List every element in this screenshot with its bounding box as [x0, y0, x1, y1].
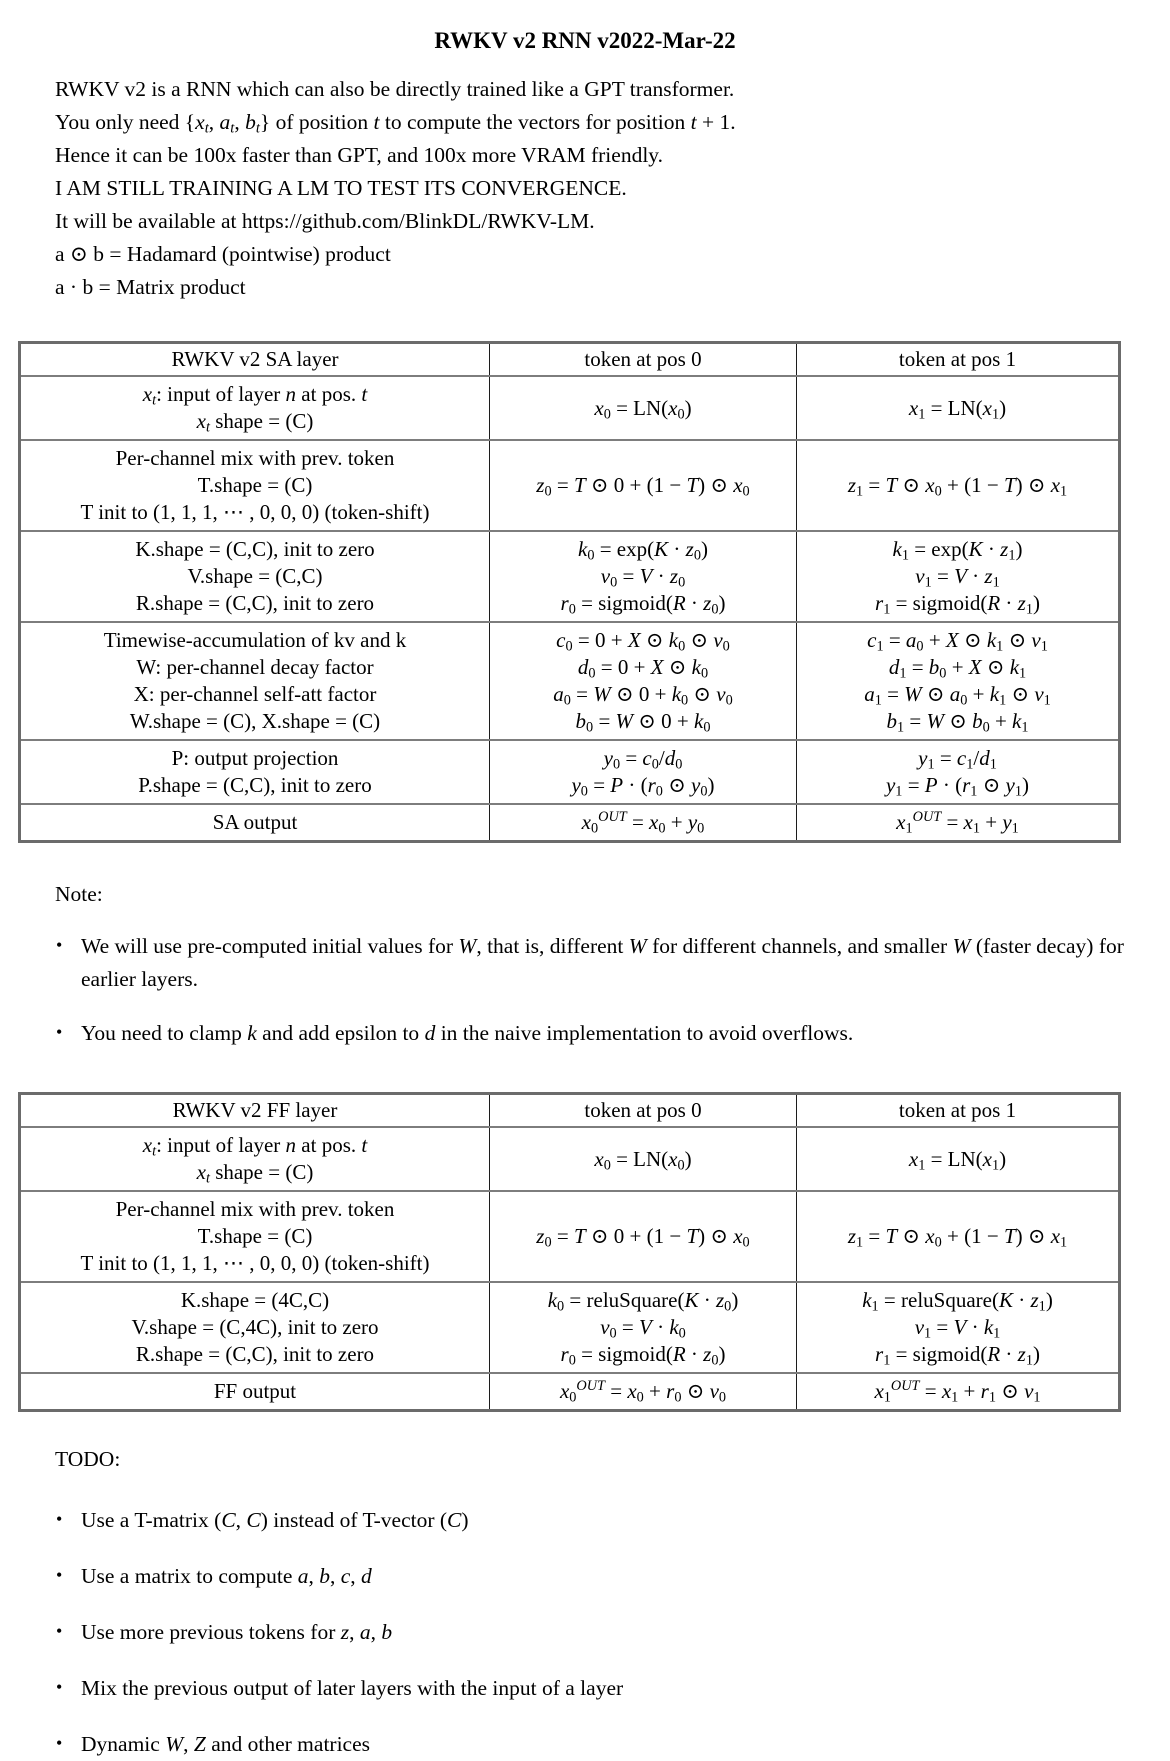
table-row [20, 804, 1120, 842]
row-label-cell: Per-channel mix with prev. token T.shape = (C) T init to (1, 1, 1, ⋯ , 0, 0, 0) (token-shift) [20, 440, 490, 531]
table-row [20, 1127, 1120, 1191]
row-label-cell: $x_t$: input of layer n at pos. t $x_t$ shape = (C) [20, 1127, 490, 1191]
bullet-text: Dynamic W, Z and other matrices [81, 1732, 370, 1756]
note-heading: Note: [55, 882, 103, 906]
bullet-text: Use a T-matrix (C, C) instead of T-vector (C) [81, 1508, 469, 1532]
table-row [20, 740, 1120, 804]
intro-paragraph [55, 73, 1140, 304]
formula-cell-pos1: $x_1 = LN(x_1)$ [797, 376, 1120, 440]
table-header-row [20, 1094, 1120, 1128]
note-section [55, 881, 1170, 1050]
formula-cell-pos1: $z_1 = T$ ⊙ $x_0 + (1 - T)$ ⊙ $x_1$ [797, 440, 1120, 531]
formula-cell-pos0: $z_0 = T$ ⊙ 0 + (1 − T) ⊙ $x_0$ [490, 440, 797, 531]
table-row [20, 1191, 1120, 1282]
bullet-icon: • [56, 1677, 63, 1697]
bullet-icon: • [56, 935, 63, 955]
table-row [20, 531, 1120, 622]
bullet-icon: • [56, 1733, 63, 1753]
bullet-text: We will use pre-computed initial values for W, that is, different W for different channels, and smaller W (faster decay) for earlier layers. [81, 934, 1124, 991]
column-header: token at pos 0 [490, 343, 797, 377]
row-label-cell: SA output [20, 804, 490, 842]
todo-list [55, 1504, 1130, 1761]
table-row [20, 622, 1120, 740]
formula-cell-pos1: $z_1 = T$ ⊙ $x_0 + (1 - T)$ ⊙ $x_1$ [797, 1191, 1120, 1282]
text-line: Hence it can be 100x faster than GPT, and 100x more VRAM friendly. [55, 143, 664, 167]
table-header-row [20, 343, 1120, 377]
text-line: a · b = Matrix product [55, 275, 246, 299]
text-line: I AM STILL TRAINING A LM TO TEST ITS CONVERGENCE. [55, 176, 627, 200]
table-row [20, 1282, 1120, 1373]
formula-cell-pos0: $x_0^{OUT} = x_0 + y_0$ [490, 804, 797, 842]
bullet-icon: • [56, 1621, 63, 1641]
formula-cell-pos1: $x_1^{OUT} = x_1 + y_1$ [797, 804, 1120, 842]
formula-cell-pos1: $x_1 = LN(x_1)$ [797, 1127, 1120, 1191]
table-row [20, 440, 1120, 531]
row-label-cell: Timewise-accumulation of kv and k W: per-channel decay factor X: per-channel self-att factor W.shape = (C), X.shape = (C) [20, 622, 490, 740]
formula-cell-pos1: $x_1^{OUT} = x_1 + r_1$ ⊙ $v_1$ [797, 1373, 1120, 1411]
formula-cell-pos0: $x_0 = LN(x_0)$ [490, 1127, 797, 1191]
todo-heading: TODO: [55, 1447, 121, 1471]
formula-cell-pos1: $k_1$ = reluSquare(K · $z_1$) $v_1 = V \cdot k_1$ $r_1$ = sigmoid(R · $z_1$) [797, 1282, 1120, 1373]
formula-cell-pos0: $z_0 = T$ ⊙ 0 + (1 − T) ⊙ $x_0$ [490, 1191, 797, 1282]
column-header: token at pos 0 [490, 1094, 797, 1128]
bullet-icon: • [56, 1022, 63, 1042]
todo-section [55, 1446, 1170, 1761]
formula-cell-pos0: $k_0 = \exp(K \cdot z_0)$ $v_0 = V \cdot z_0$ $r_0$ = sigmoid(R · $z_0$) [490, 531, 797, 622]
bullet-item [55, 1728, 1130, 1761]
formula-cell-pos0: $y_0 = c_0/d_0$ $y_0 = P \cdot (r_0$ ⊙ $y_0$) [490, 740, 797, 804]
text-line: You only need {$x_t$, $a_t$, $b_t$} of position t to compute the vectors for position t + 1. [55, 110, 736, 137]
bullet-item [55, 1017, 1130, 1050]
bullet-item [55, 1560, 1130, 1593]
text-line: It will be available at https://github.com/BlinkDL/RWKV-LM. [55, 209, 595, 233]
bullet-text: Mix the previous output of later layers with the input of a layer [81, 1676, 624, 1700]
page-title: RWKV v2 RNN v2022-Mar-22 [434, 28, 736, 53]
bullet-text: Use more previous tokens for z, a, b [81, 1620, 393, 1644]
formula-cell-pos0: $c_0 = 0 + X$ ⊙ $k_0$ ⊙ $v_0$ $d_0 = 0 + X$ ⊙ $k_0$ $a_0 = W$ ⊙ $0 + k_0$ ⊙ $v_0$ $b_0 = W$ ⊙ $0 + k_0$ [490, 622, 797, 740]
row-label-cell: K.shape = (4C,C) V.shape = (C,4C), init to zero R.shape = (C,C), init to zero [20, 1282, 490, 1373]
ff-layer-table [18, 1092, 1121, 1412]
column-header: RWKV v2 SA layer [20, 343, 490, 377]
note-list [55, 930, 1130, 1050]
formula-cell-pos0: $x_0 = LN(x_0)$ [490, 376, 797, 440]
formula-cell-pos1: $y_1 = c_1/d_1$ $y_1 = P \cdot (r_1$ ⊙ $y_1$) [797, 740, 1120, 804]
row-label-cell: Per-channel mix with prev. token T.shape = (C) T init to (1, 1, 1, ⋯ , 0, 0, 0) (token-shift) [20, 1191, 490, 1282]
text-line: RWKV v2 is a RNN which can also be directly trained like a GPT transformer. [55, 77, 735, 101]
bullet-item [55, 1672, 1130, 1705]
table-row [20, 376, 1120, 440]
row-label-cell: K.shape = (C,C), init to zero V.shape = (C,C) R.shape = (C,C), init to zero [20, 531, 490, 622]
bullet-item [55, 1504, 1130, 1537]
formula-cell-pos0: $x_0^{OUT} = x_0 + r_0$ ⊙ $v_0$ [490, 1373, 797, 1411]
text-line: a ⊙ b = Hadamard (pointwise) product [55, 242, 391, 266]
row-label-cell: FF output [20, 1373, 490, 1411]
bullet-icon: • [56, 1565, 63, 1585]
bullet-item [55, 1616, 1130, 1649]
bullet-icon: • [56, 1509, 63, 1529]
sa-layer-table [18, 341, 1121, 843]
formula-cell-pos0: $k_0$ = reluSquare(K · $z_0$) $v_0 = V \cdot k_0$ $r_0$ = sigmoid(R · $z_0$) [490, 1282, 797, 1373]
bullet-text: Use a matrix to compute a, b, c, d [81, 1564, 372, 1588]
column-header: token at pos 1 [797, 1094, 1120, 1128]
column-header: RWKV v2 FF layer [20, 1094, 490, 1128]
row-label-cell: P: output projection P.shape = (C,C), init to zero [20, 740, 490, 804]
row-label-cell: $x_t$: input of layer n at pos. t $x_t$ shape = (C) [20, 376, 490, 440]
bullet-text: You need to clamp k and add epsilon to d in the naive implementation to avoid overflows. [81, 1021, 854, 1045]
table-row [20, 1373, 1120, 1411]
column-header: token at pos 1 [797, 343, 1120, 377]
formula-cell-pos1: $c_1 = a_0 + X$ ⊙ $k_1$ ⊙ $v_1$ $d_1 = b_0 + X$ ⊙ $k_1$ $a_1 = W$ ⊙ $a_0 + k_1$ ⊙ $v_1$ $b_1 = W$ ⊙ $b_0 + k_1$ [797, 622, 1120, 740]
bullet-item [55, 930, 1130, 996]
formula-cell-pos1: $k_1 = \exp(K \cdot z_1)$ $v_1 = V \cdot z_1$ $r_1$ = sigmoid(R · $z_1$) [797, 531, 1120, 622]
